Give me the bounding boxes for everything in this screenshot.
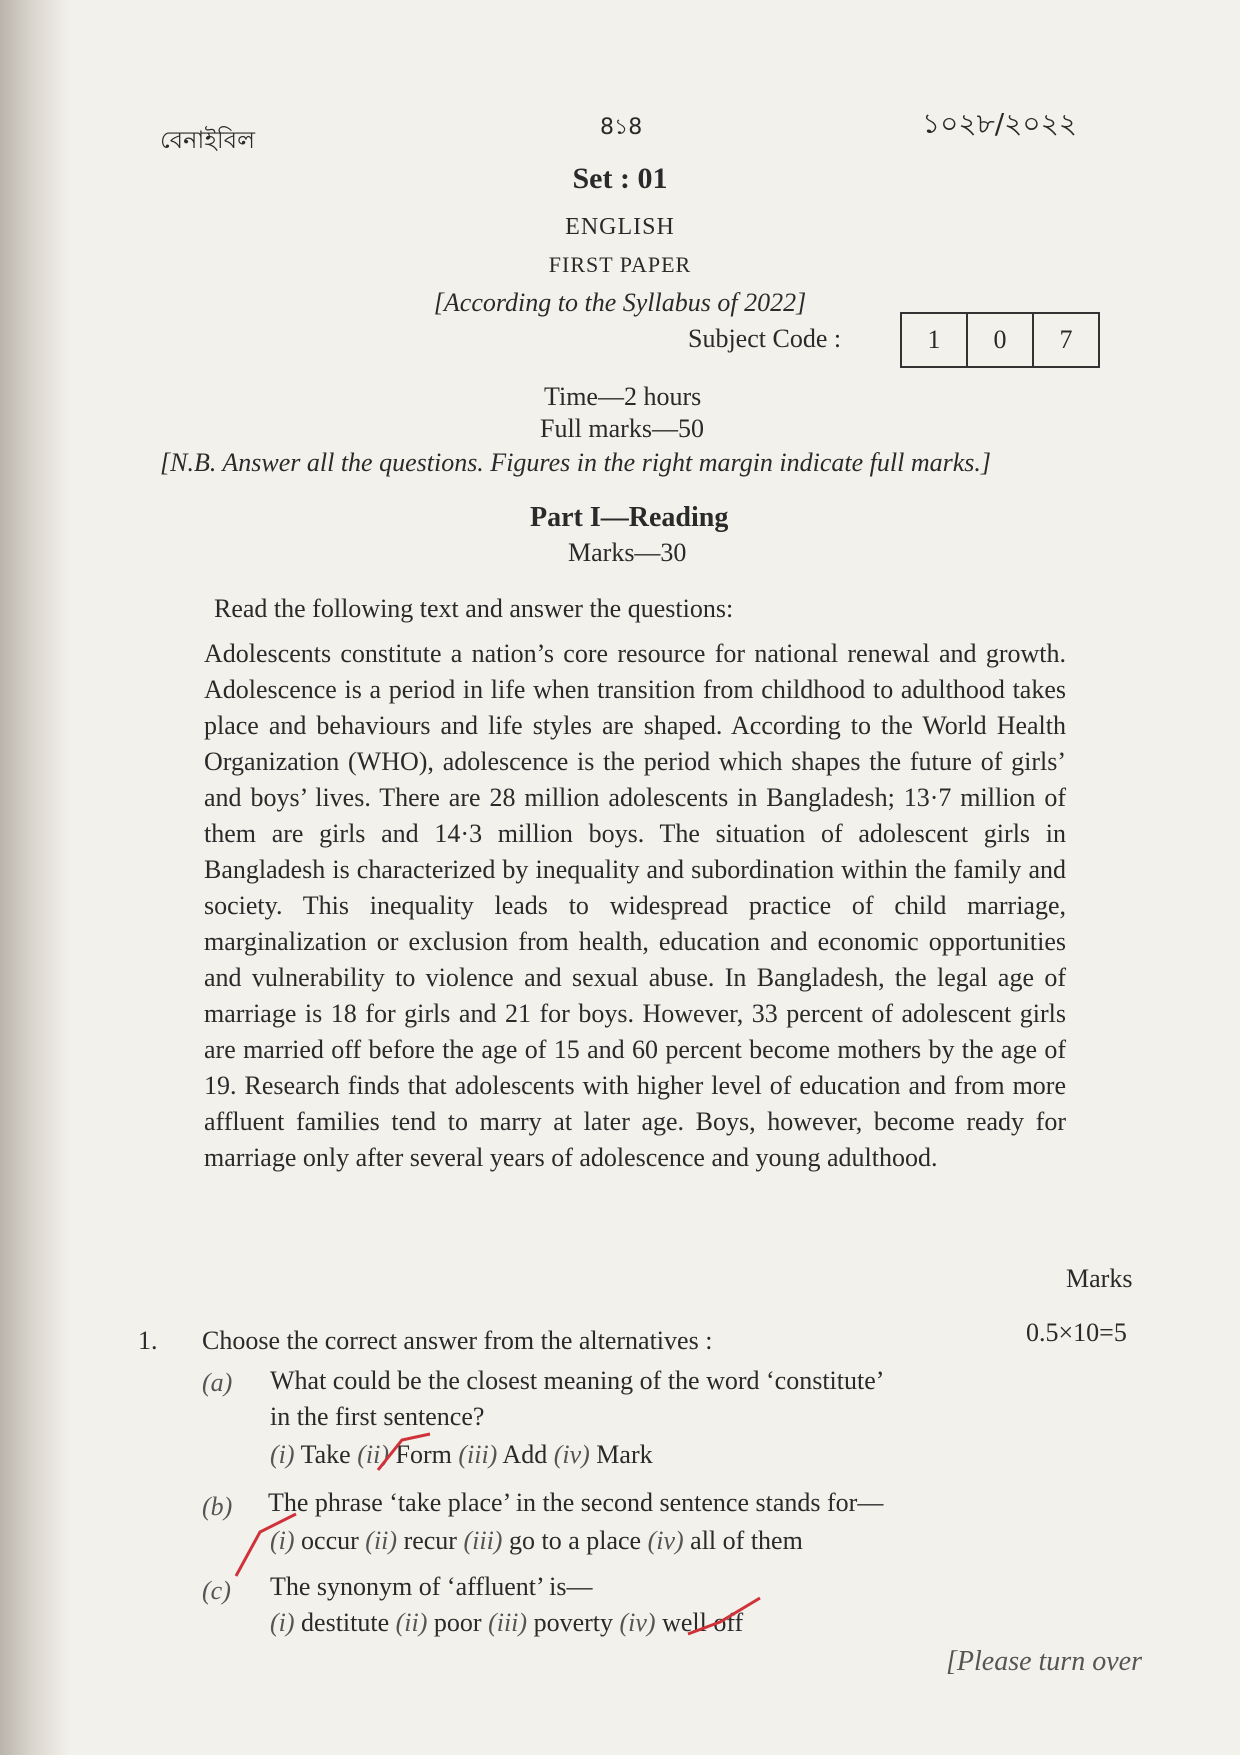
option-text: destitute	[301, 1608, 390, 1637]
option-text: poor	[433, 1608, 482, 1637]
option-text: Mark	[596, 1440, 653, 1469]
question-instruction: Choose the correct answer from the alternatives :	[202, 1326, 713, 1355]
time-limit: Time—2 hours	[544, 382, 702, 411]
item-label-a: (a)	[202, 1368, 233, 1397]
subject-code-label: Subject Code :	[688, 324, 842, 353]
reading-instruction: Read the following text and answer the questions:	[214, 594, 734, 623]
syllabus-note: [According to the Syllabus of 2022]	[433, 288, 807, 317]
option-text: well off	[662, 1608, 744, 1637]
option-text: Form	[395, 1440, 452, 1469]
item-a-question-cont: in the first sentence?	[270, 1402, 485, 1431]
item-a-question: What could be the closest meaning of the word ‘constitute’	[270, 1366, 885, 1395]
page-number: 8১8	[600, 115, 643, 140]
item-label-b: (b)	[202, 1492, 233, 1521]
option-text: poverty	[533, 1608, 613, 1637]
part-title: Part I—Reading	[530, 502, 729, 533]
option-text: all of them	[690, 1526, 803, 1555]
item-c-options: (i) destitute (ii) poor (iii) poverty (iv) well off	[270, 1608, 744, 1637]
answer-tick-mark	[370, 1430, 440, 1480]
question-number: 1.	[138, 1326, 158, 1355]
item-c-question: The synonym of ‘affluent’ is—	[270, 1572, 593, 1601]
set-number: Set : 01	[572, 162, 668, 195]
item-label-c: (c)	[202, 1576, 231, 1605]
subject-code-digit: 1	[902, 314, 968, 366]
answer-tick-mark	[680, 1592, 770, 1642]
full-marks: Full marks—50	[540, 414, 704, 443]
answer-tick-mark	[230, 1510, 310, 1580]
turn-over-note: [Please turn over	[946, 1646, 1142, 1677]
subject-code-digit: 7	[1059, 325, 1073, 354]
option-text: recur	[403, 1526, 457, 1555]
item-a-options: (i) Take (ii) Form (iii) Add (iv) Mark	[270, 1440, 653, 1469]
reading-passage: Adolescents constitute a nation’s core resource for national renewal and growth. Adolescence is a period in life when transition from childhood to adulthood takes place and behaviours and life styles are shaped. According to the World Health Organization (WHO), adolescence is the period which shapes the future of girls’ and boys’ lives. There are 28 million adolescents in Bangladesh; 13·7 million of them are girls and 14·3 million boys. The situation of adolescent girls in Bangladesh is characterized by inequality and subordination within the family and society. This inequality leads to widespread practice of child marriage, marginalization or exclusion from health, education and economic opportunities and vulnerability to violence and sexual abuse. In Bangladesh, the legal age of marriage is 18 for girls and 21 for boys. However, 33 percent of adolescent girls are married off before the age of 15 and 60 percent become mothers by the age of 19. Research finds that adolescents with higher level of education and from more affluent families tend to marry at later age. Boys, however, become ready for marriage only after several years of adolescence and young adulthood.	[204, 639, 1066, 1172]
item-b-options: (i) occur (ii) recur (iii) go to a place (iv) all of them	[270, 1526, 803, 1555]
subject-code-box	[900, 312, 1100, 368]
option-text: Add	[502, 1440, 548, 1469]
part-marks: Marks—30	[568, 538, 687, 567]
marks-header: Marks	[1066, 1264, 1133, 1293]
question-marks: 0.5×10=5	[1026, 1318, 1127, 1347]
subject-title: ENGLISH	[565, 214, 675, 240]
item-b-question: The phrase ‘take place’ in the second sentence stands for—	[268, 1488, 884, 1517]
option-text: occur	[301, 1526, 359, 1555]
option-text: go to a place	[508, 1526, 642, 1555]
paper-title: FIRST PAPER	[548, 252, 692, 277]
instruction-note: [N.B. Answer all the questions. Figures in the right margin indicate full marks.]	[160, 448, 992, 477]
option-text: Take	[300, 1440, 351, 1469]
exam-year: ১০২৮/২০২২	[922, 107, 1078, 140]
subject-code-digit: 0	[968, 314, 1034, 366]
board-name: বেনাইবিল	[160, 126, 255, 154]
